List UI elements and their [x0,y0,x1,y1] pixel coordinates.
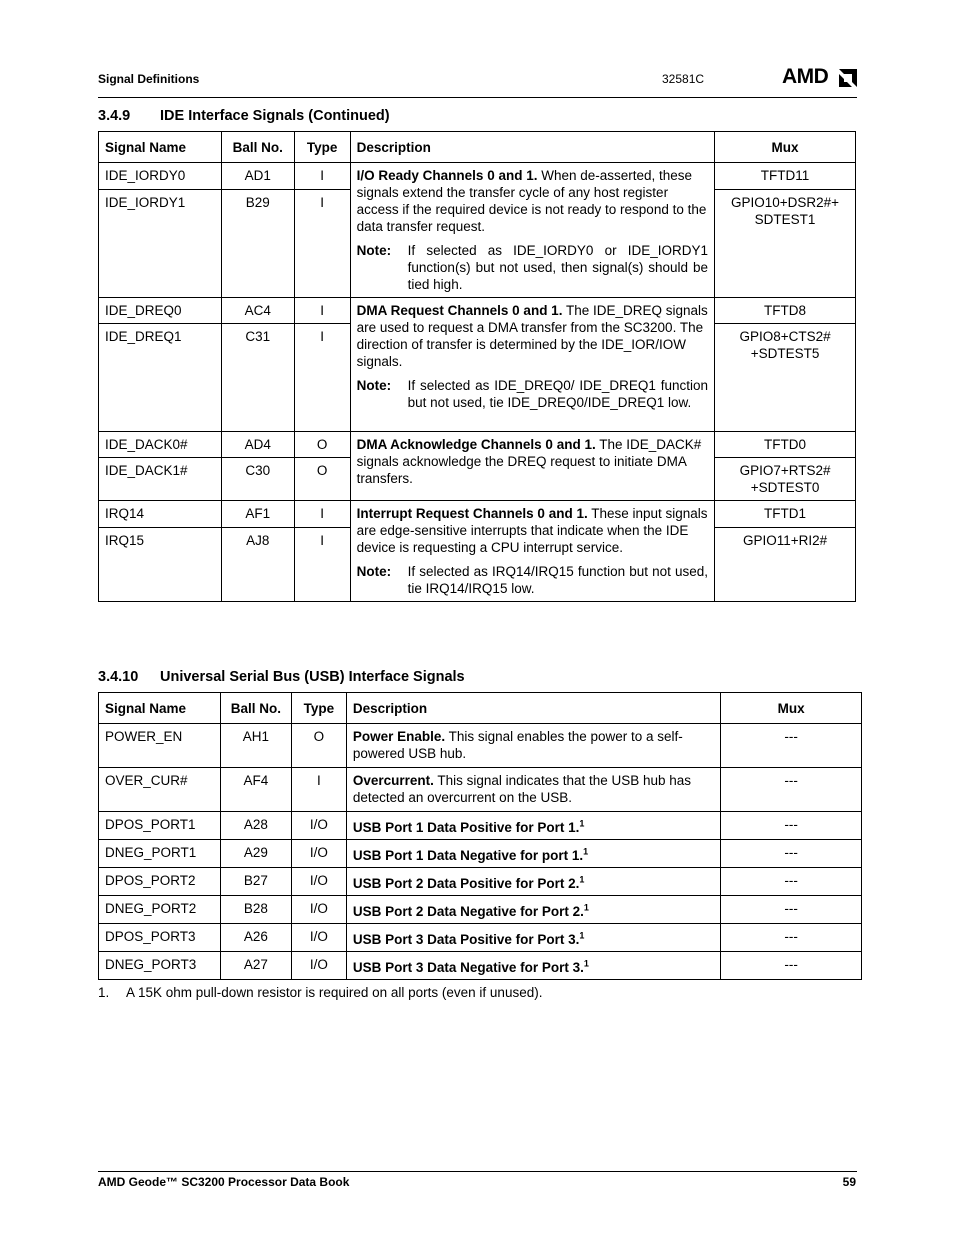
ball-number: A26 [220,924,291,952]
signal-type: I/O [291,868,346,896]
mux: TFTD1 [715,501,856,528]
ball-number: C31 [221,324,294,432]
footnote [98,985,542,1000]
signal-type: I/O [291,840,346,868]
signal-type: I [294,298,350,324]
mux: GPIO10+DSR2#+ SDTEST1 [715,190,856,298]
usb-signals-table [98,692,862,980]
mux: --- [721,924,862,952]
signal-description: USB Port 3 Data Negative for Port 3.$^1$ [346,952,720,980]
ball-number: AF1 [221,501,294,528]
ball-number: B29 [221,190,294,298]
document-id: 32581C [662,72,705,86]
ide-signals-table [98,131,856,602]
mux: GPIO7+RTS2# +SDTEST0 [715,458,856,501]
mux: --- [721,952,862,980]
signal-name: IDE_IORDY1 [99,190,222,298]
mux: TFTD8 [715,298,856,324]
signal-description: DMA Request Channels 0 and 1. The IDE_DREQ signals are used to request a DMA transfer from the SC3200. The direction of transfer is determined by the IDE_IOR/IOW signals. Note: If selected as IDE_DREQ0/ IDE_DREQ1 function but not used, tie IDE_DREQ0/IDE_DREQ1 low. [350,298,714,432]
mux: --- [721,768,862,812]
ball-number: AH1 [220,724,291,768]
signal-name: DNEG_PORT2 [99,896,221,924]
signal-name: DPOS_PORT2 [99,868,221,896]
mux: GPIO11+RI2# [715,528,856,602]
table-row [99,501,856,528]
signal-description: USB Port 2 Data Positive for Port 2.$^1$ [346,868,720,896]
column-header: Ball No. [220,693,291,724]
signal-description: USB Port 1 Data Positive for Port 1.$^1$ [346,812,720,840]
note: Note: If selected as IDE_DREQ0/ IDE_DREQ1 function but not used, tie IDE_DREQ0/IDE_DREQ1 low. [356,378,709,410]
column-header: Mux [715,132,856,163]
section-title: Universal Serial Bus (USB) Interface Signals [160,669,465,685]
section-heading-ide [98,108,390,124]
table-row [99,724,862,768]
signal-type: O [294,432,350,458]
column-header: Signal Name [99,693,221,724]
amd-logo: AMD [782,67,858,91]
table-row [99,812,862,840]
footnote-ref: 1 [579,874,585,885]
mux: --- [721,896,862,924]
ball-number: B28 [220,896,291,924]
section-heading-usb [98,669,465,685]
signal-type: I [294,190,350,298]
table-row [99,163,856,190]
signal-description: Power Enable. This signal enables the power to a self-powered USB hub. [346,724,720,768]
signal-name: OVER_CUR# [99,768,221,812]
signal-type: O [291,724,346,768]
ball-number: C30 [221,458,294,501]
table-header-row [99,132,856,163]
footnote-text: A 15K ohm pull-down resistor is required on all ports (even if unused). [126,985,543,1000]
column-header: Type [294,132,350,163]
signal-description: I/O Ready Channels 0 and 1. When de-asserted, these signals extend the transfer cycle of any host register access if the required device is not ready to respond to the data transfer request. Note: If selected as IDE_IORDY0 or IDE_IORDY1 function(s) but not used, then signal(s) should be tied high. [350,163,714,298]
signal-name: DNEG_PORT1 [99,840,221,868]
note: Note: If selected as IRQ14/IRQ15 function but not used, tie IRQ14/IRQ15 low. [356,564,709,596]
footer-title: AMD Geode™ SC3200 Processor Data Book [98,1175,350,1189]
mux: --- [721,868,862,896]
section-title: IDE Interface Signals (Continued) [160,108,390,124]
footnote-ref: 1 [583,902,589,913]
signal-description: USB Port 1 Data Negative for port 1.$^1$ [346,840,720,868]
footnote-ref: 1 [579,818,585,829]
table-row [99,298,856,324]
signal-type: I [294,163,350,190]
table-row [99,868,862,896]
signal-description: USB Port 3 Data Positive for Port 3.$^1$ [346,924,720,952]
signal-type: I [294,528,350,602]
table-row [99,952,862,980]
signal-name: DNEG_PORT3 [99,952,221,980]
signal-type: I [294,501,350,528]
mux: --- [721,812,862,840]
mux: TFTD0 [715,432,856,458]
footer-rule [98,1171,857,1172]
column-header: Description [350,132,714,163]
table-row [99,896,862,924]
ball-number: A28 [220,812,291,840]
table-row [99,432,856,458]
signal-name: IRQ15 [99,528,222,602]
column-header: Ball No. [221,132,294,163]
signal-name: IDE_DACK1# [99,458,222,501]
running-header-section: Signal Definitions [98,72,200,86]
section-number: 3.4.10 [98,669,139,685]
signal-type: O [294,458,350,501]
signal-name: IDE_DREQ1 [99,324,222,432]
table-row [99,840,862,868]
note: Note: If selected as IDE_IORDY0 or IDE_IORDY1 function(s) but not used, then signal(s) should be tied high. [356,243,709,292]
signal-type: I [294,324,350,432]
mux: TFTD11 [715,163,856,190]
signal-type: I/O [291,952,346,980]
ball-number: A27 [220,952,291,980]
section-number: 3.4.9 [98,108,131,124]
ball-number: AJ8 [221,528,294,602]
signal-description: Overcurrent. This signal indicates that the USB hub has detected an overcurrent on the USB. [346,768,720,812]
signal-name: DPOS_PORT3 [99,924,221,952]
ball-number: B27 [220,868,291,896]
amd-arrow-icon [839,69,857,87]
footnote-ref: 1 [583,958,589,969]
signal-type: I [291,768,346,812]
signal-description: Interrupt Request Channels 0 and 1. These input signals are edge-sensitive interrupts that indicate when the IDE device is requesting a CPU interrupt service. Note: If selected as IRQ14/IRQ15 function but not used, tie IRQ14/IRQ15 low. [350,501,714,602]
signal-name: IDE_DACK0# [99,432,222,458]
signal-type: I/O [291,896,346,924]
ball-number: AD4 [221,432,294,458]
column-header: Description [346,693,720,724]
footnote-number: 1. [98,985,110,1000]
ball-number: AF4 [220,768,291,812]
footnote-ref: 1 [579,930,585,941]
signal-name: IDE_DREQ0 [99,298,222,324]
page-number: 59 [842,1175,856,1189]
mux: --- [721,724,862,768]
mux: GPIO8+CTS2# +SDTEST5 [715,324,856,432]
table-row [99,768,862,812]
column-header: Type [291,693,346,724]
mux: --- [721,840,862,868]
footnote-ref: 1 [583,846,589,857]
signal-name: DPOS_PORT1 [99,812,221,840]
signal-name: POWER_EN [99,724,221,768]
signal-type: I/O [291,924,346,952]
signal-type: I/O [291,812,346,840]
ball-number: AC4 [221,298,294,324]
table-header-row [99,693,862,724]
signal-name: IRQ14 [99,501,222,528]
ball-number: A29 [220,840,291,868]
column-header: Signal Name [99,132,222,163]
table-row [99,924,862,952]
signal-description: DMA Acknowledge Channels 0 and 1. The IDE_DACK# signals acknowledge the DREQ request to initiate DMA transfers. [350,432,714,501]
signal-description: USB Port 2 Data Negative for Port 2.$^1$ [346,896,720,924]
signal-name: IDE_IORDY0 [99,163,222,190]
header-rule [98,97,857,98]
column-header: Mux [721,693,862,724]
ball-number: AD1 [221,163,294,190]
